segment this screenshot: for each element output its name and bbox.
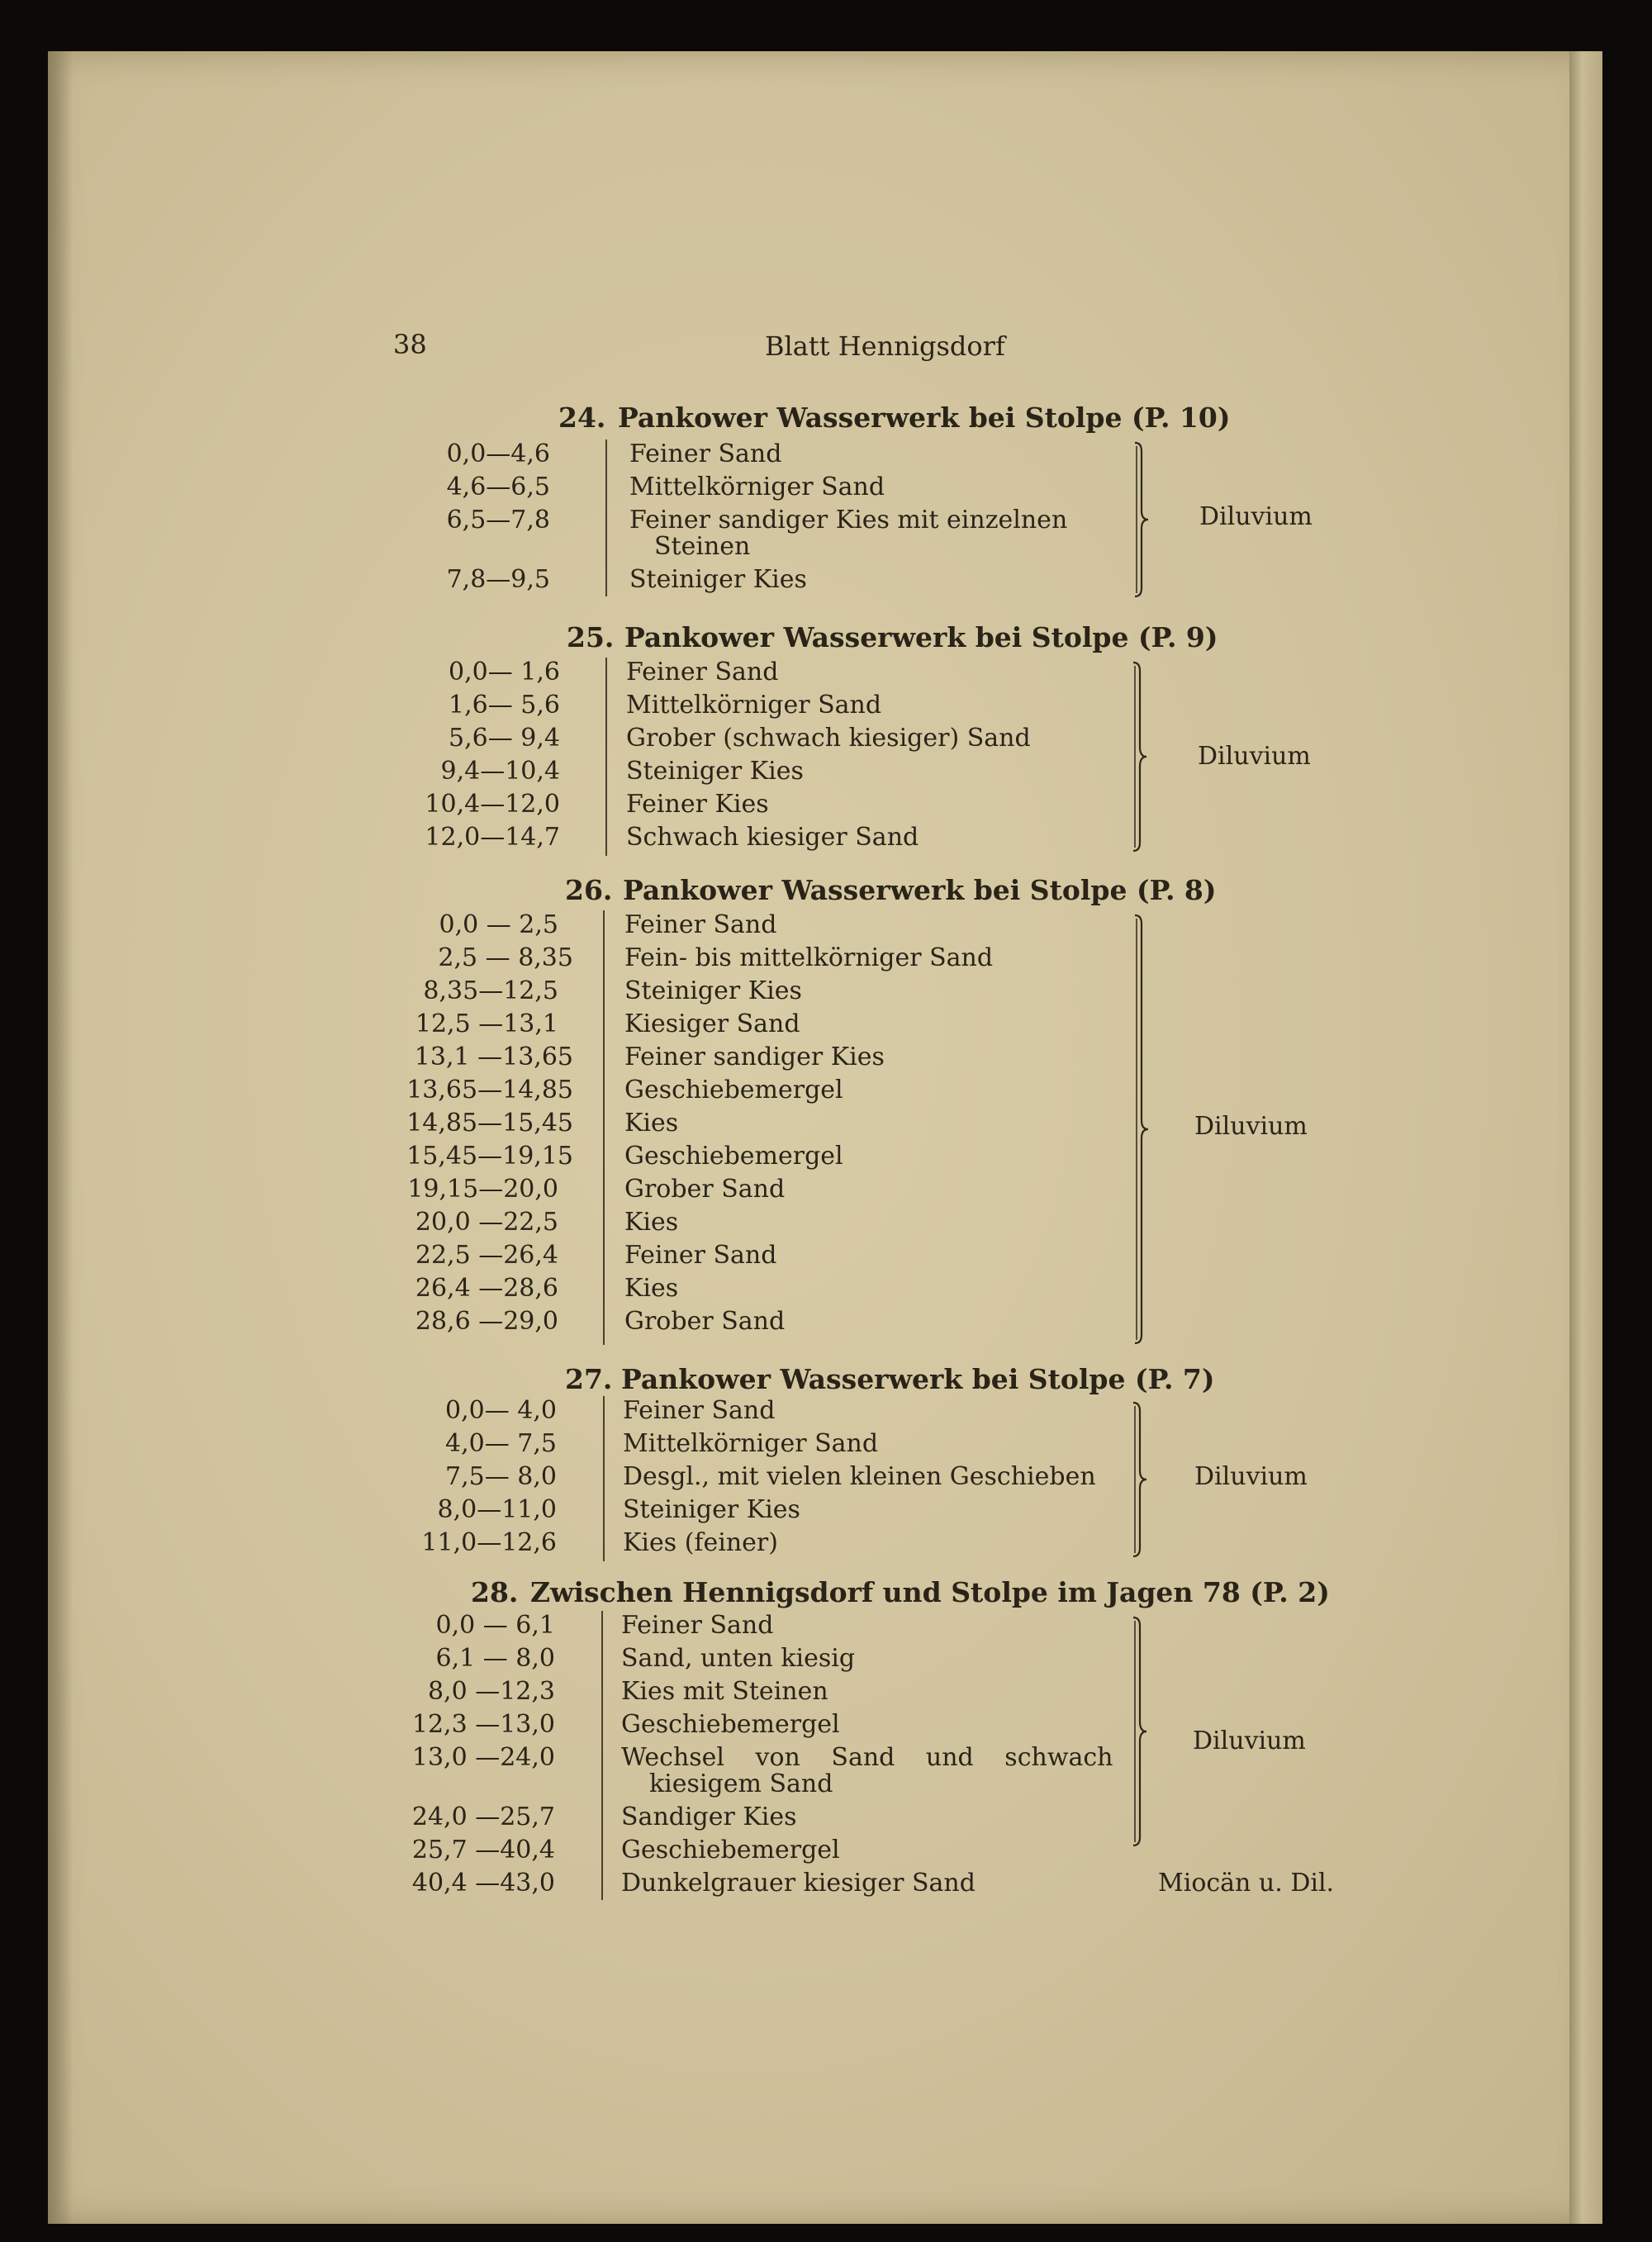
depth-range: 24,0 —25,7 xyxy=(411,1803,555,1831)
layer-description: Desgl., mit vielen kleinen Geschieben xyxy=(623,1462,1096,1491)
depth-range: 0,0— 1,6 xyxy=(449,658,560,686)
layer-description: Steiniger Kies xyxy=(624,976,802,1005)
section-27-title: Pankower Wasserwerk bei Stolpe (P. 7) xyxy=(621,1363,1215,1395)
depth-range: 28,6 —29,0 xyxy=(415,1307,558,1336)
layer-description: Feiner Sand xyxy=(624,1241,777,1270)
section-26-stratigraphy: Diluvium xyxy=(1194,1112,1308,1141)
depth-range: 0,0 — 6,1 xyxy=(435,1611,555,1640)
section-24-stratigraphy: Diluvium xyxy=(1199,502,1313,531)
depth-range: 5,6— 9,4 xyxy=(449,724,560,753)
layer-description: Mittelkörniger Sand xyxy=(626,691,882,720)
depth-range: 25,7 —40,4 xyxy=(411,1836,555,1864)
layer-description: Feiner Sand xyxy=(623,1396,776,1425)
layer-description: Feiner Sand xyxy=(621,1611,774,1640)
layer-description: Steiniger Kies xyxy=(626,757,804,786)
layer-description: Kies mit Steinen xyxy=(621,1677,828,1706)
section-28-stratigraphy: Diluvium xyxy=(1193,1727,1306,1755)
section-25-title: Pankower Wasserwerk bei Stolpe (P. 9) xyxy=(624,621,1218,653)
adjacent-page-edge xyxy=(1569,51,1602,2224)
depth-range: 13,65—14,85 xyxy=(406,1076,573,1104)
layer-description: Grober (schwach kiesiger) Sand xyxy=(626,724,1031,753)
layer-description: Kies xyxy=(624,1208,679,1237)
layer-description: Kiesiger Sand xyxy=(624,1009,800,1038)
section-26-title: Pankower Wasserwerk bei Stolpe (P. 8) xyxy=(623,874,1217,906)
depth-range: 6,1 — 8,0 xyxy=(435,1644,555,1673)
section-26-number: 26. xyxy=(565,874,613,906)
depth-range: 10,4—12,0 xyxy=(425,790,560,819)
layer-description: Feiner Sand xyxy=(626,658,779,686)
depth-range: 9,4—10,4 xyxy=(440,757,560,786)
layer-description: Dunkelgrauer kiesiger Sand xyxy=(621,1869,976,1898)
section-25-table xyxy=(420,658,1163,864)
layer-description: Geschiebemergel xyxy=(621,1836,840,1864)
depth-range: 13,0 —24,0 xyxy=(411,1743,555,1772)
depth-range: 7,8—9,5 xyxy=(446,565,550,594)
layer-description: Feiner sandiger Kies xyxy=(624,1043,885,1071)
section-26-table xyxy=(405,910,1148,1348)
layer-description: Mittelkörniger Sand xyxy=(629,473,885,501)
section-27-brace xyxy=(1128,1399,1161,1560)
depth-range: 22,5 —26,4 xyxy=(415,1241,558,1270)
depth-range: 0,0— 4,0 xyxy=(445,1396,557,1425)
section-28-number: 28. xyxy=(471,1576,519,1608)
depth-range: 20,0 —22,5 xyxy=(415,1208,558,1237)
layer-description: Schwach kiesiger Sand xyxy=(626,823,919,852)
layer-description: Kies xyxy=(624,1109,679,1138)
section-28-title: Zwischen Hennigsdorf und Stolpe im Jagen 78 (P. 2) xyxy=(530,1576,1330,1608)
depth-range: 8,0 —12,3 xyxy=(427,1677,555,1706)
section-25-brace xyxy=(1128,659,1161,854)
layer-description: Steiniger Kies xyxy=(623,1495,800,1524)
depth-range: 26,4 —28,6 xyxy=(415,1274,558,1303)
section-24-brace xyxy=(1130,439,1163,600)
section-28-brace xyxy=(1128,1614,1161,1849)
depth-range: 12,3 —13,0 xyxy=(411,1710,555,1739)
layer-description: Sand, unten kiesig xyxy=(621,1644,856,1673)
section-24-table xyxy=(420,439,1163,605)
layer-description: Feiner Kies xyxy=(626,790,769,819)
page-binding-shadow xyxy=(48,51,73,2224)
page-number: 38 xyxy=(393,329,427,360)
section-25-number: 25. xyxy=(567,621,615,653)
depth-range: 6,5—7,8 xyxy=(446,506,550,534)
layer-description: Kies (feiner) xyxy=(623,1528,778,1557)
depth-range: 0,0 — 2,5 xyxy=(439,910,558,939)
depth-range: 13,1 —13,65 xyxy=(414,1043,573,1071)
section-28-table xyxy=(405,1611,1148,1908)
layer-description: Feiner Sand xyxy=(624,910,777,939)
layer-description: Steiniger Kies xyxy=(629,565,807,594)
layer-description-continued: Steinen xyxy=(654,532,751,561)
depth-range: 12,5 —13,1 xyxy=(415,1009,558,1038)
depth-range: 8,0—11,0 xyxy=(437,1495,557,1524)
depth-range: 15,45—19,15 xyxy=(406,1142,573,1171)
layer-description-continued: kiesigem Sand xyxy=(649,1769,833,1798)
depth-range: 4,0— 7,5 xyxy=(445,1429,557,1458)
depth-range: 11,0—12,6 xyxy=(421,1528,557,1557)
depth-range: 2,5 — 8,35 xyxy=(438,943,573,972)
layer-description: Feiner Sand xyxy=(629,439,782,468)
depth-range: 8,35—12,5 xyxy=(423,976,558,1005)
depth-range: 12,0—14,7 xyxy=(425,823,560,852)
section-28-stratigraphy-last: Miocän u. Dil. xyxy=(1158,1869,1335,1898)
layer-description: Sandiger Kies xyxy=(621,1803,797,1831)
depth-range: 7,5— 8,0 xyxy=(445,1462,557,1491)
section-25-stratigraphy: Diluvium xyxy=(1198,742,1311,771)
depth-range: 14,85—15,45 xyxy=(406,1109,573,1138)
layer-description: Grober Sand xyxy=(624,1175,786,1204)
section-27-table xyxy=(420,1396,1163,1570)
depth-range: 0,0—4,6 xyxy=(446,439,550,468)
layer-description: Mittelkörniger Sand xyxy=(623,1429,879,1458)
depth-range: 40,4 —43,0 xyxy=(411,1869,555,1898)
depth-range: 4,6—6,5 xyxy=(446,473,550,501)
layer-description: Feiner sandiger Kies mit einzelnen xyxy=(629,506,1068,534)
section-26-brace xyxy=(1130,912,1163,1347)
layer-description: Wechsel von Sand und schwach xyxy=(621,1743,1113,1772)
section-24-title: Pankower Wasserwerk bei Stolpe (P. 10) xyxy=(618,401,1231,434)
layer-description: Fein- bis mittelkörniger Sand xyxy=(624,943,994,972)
layer-description: Kies xyxy=(624,1274,679,1303)
depth-range: 1,6— 5,6 xyxy=(449,691,560,720)
layer-description: Grober Sand xyxy=(624,1307,786,1336)
section-24-number: 24. xyxy=(558,401,606,434)
depth-range: 19,15—20,0 xyxy=(407,1175,558,1204)
section-27-stratigraphy: Diluvium xyxy=(1194,1462,1308,1491)
running-title: Blatt Hennigsdorf xyxy=(765,330,1005,362)
layer-description: Geschiebemergel xyxy=(624,1142,843,1171)
section-27-number: 27. xyxy=(565,1363,613,1395)
layer-description: Geschiebemergel xyxy=(624,1076,843,1104)
layer-description: Geschiebemergel xyxy=(621,1710,840,1739)
